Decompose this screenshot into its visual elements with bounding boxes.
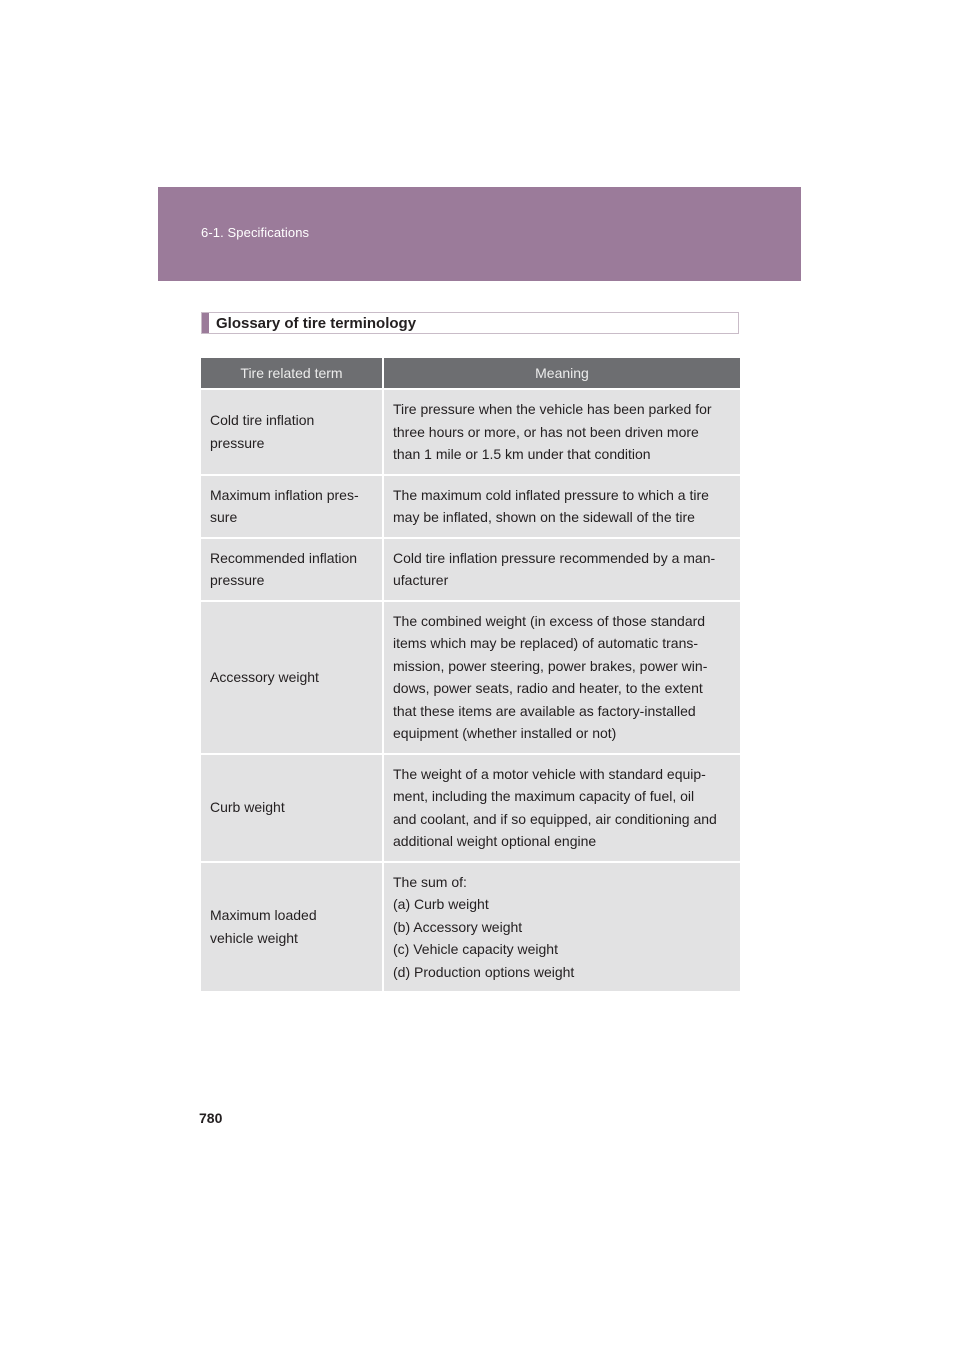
term-cell: Cold tire inflation pressure <box>201 389 383 475</box>
meaning-cell <box>383 862 740 992</box>
term-cell: Maximum inflation pres- sure <box>201 475 383 538</box>
meaning-cell: The weight of a motor vehicle with standard equip- ment, including the maximum capacity of fuel, oil and coolant, and if so equipped, air conditioning and additional weight optional engine <box>383 754 740 862</box>
meaning-intro: The sum of: <box>393 873 467 890</box>
meaning-cell: The maximum cold inflated pressure to which a tire may be inflated, shown on the sidewall of the tire <box>383 475 740 538</box>
glossary-title: Glossary of tire terminology <box>216 315 417 332</box>
column-header-term: Tire related term <box>201 358 383 389</box>
meaning-cell: Tire pressure when the vehicle has been parked for three hours or more, or has not been driven more than 1 mile or 1.5 km under that condition <box>383 389 740 475</box>
term-cell: Accessory weight <box>201 601 383 754</box>
tire-terminology-table <box>201 358 740 991</box>
table-row <box>201 754 740 862</box>
glossary-heading <box>201 312 739 334</box>
table-row <box>201 601 740 754</box>
page-number: 780 <box>199 1110 223 1126</box>
section-header-band <box>158 187 801 281</box>
heading-accent-bar <box>202 313 209 333</box>
meaning-list-item: (c) Vehicle capacity weight <box>393 941 558 957</box>
column-header-meaning: Meaning <box>383 358 740 389</box>
meaning-cell: The combined weight (in excess of those standard items which may be replaced) of automatic trans- mission, power steering, power brakes, power win- dows, power seats, radio and heater, to the extent that these items are available as factory-installed equipment (whether installed or not) <box>383 601 740 754</box>
meaning-list-item: (a) Curb weight <box>393 896 489 912</box>
term-cell: Curb weight <box>201 754 383 862</box>
meaning-cell: Cold tire inflation pressure recommended by a man- ufacturer <box>383 538 740 601</box>
table-row <box>201 862 740 992</box>
term-cell: Maximum loaded vehicle weight <box>201 862 383 992</box>
table-header-row <box>201 358 740 389</box>
table-row <box>201 475 740 538</box>
meaning-list-item: (d) Production options weight <box>393 963 575 980</box>
table-row <box>201 538 740 601</box>
meaning-list-item: (b) Accessory weight <box>393 918 523 935</box>
section-label: 6-1. Specifications <box>201 225 310 240</box>
term-line: pressure <box>210 434 265 451</box>
table-row <box>201 389 740 475</box>
term-cell: Recommended inflation pressure <box>201 538 383 601</box>
